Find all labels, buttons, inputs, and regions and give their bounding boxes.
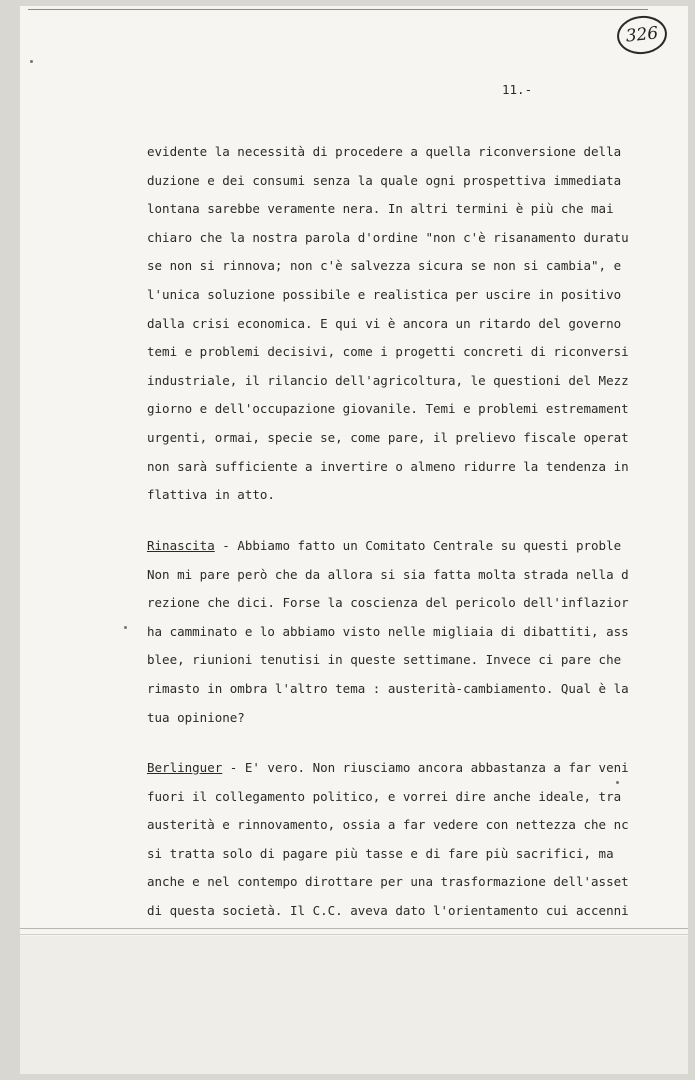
text-line: industriale, il rilancio dell'agricoltura, le questioni del Mezz xyxy=(147,372,629,388)
archive-stamp-number: 326 xyxy=(624,23,660,47)
text-line: urgenti, ormai, specie se, come pare, il prelievo fiscale operat xyxy=(147,429,629,445)
paragraph-3-lines xyxy=(147,783,688,926)
text-line: si tratta solo di pagare più tasse e di fare più sacrifici, ma xyxy=(147,845,614,861)
paragraph-1 xyxy=(147,138,688,510)
archive-stamp xyxy=(615,13,669,56)
text-line: ha camminato e lo abbiamo visto nelle migliaia di dibattiti, ass xyxy=(147,623,629,639)
text-line: anche e nel contempo dirottare per una trasformazione dell'asset xyxy=(147,874,629,890)
text-line: fuori il collegamento politico, e vorrei dire anche ideale, tra xyxy=(147,788,622,804)
paragraph-3-first-line-text: E' vero. Non riusciamo ancora abbastanza a far veni xyxy=(244,760,629,775)
text-line: dalla crisi economica. E qui vi è ancora un ritardo del governo xyxy=(147,315,622,331)
paragraph-3-first-line xyxy=(147,754,688,783)
speaker-rinascita: Rinascita xyxy=(147,538,215,553)
text-line: l'unica soluzione possibile e realistica per uscire in positivo xyxy=(147,286,622,302)
text-line: austerità e rinnovamento, ossia a far vedere con nettezza che nc xyxy=(147,817,629,833)
speaker-berlinguer: Berlinguer xyxy=(147,760,223,775)
text-line: Non mi pare però che da allora si sia fatta molta strada nella d xyxy=(147,566,629,582)
text-line: lontana sarebbe veramente nera. In altri termini è più che mai xyxy=(147,201,614,217)
text-line: se non si rinnova; non c'è salvezza sicura se non si cambia", e xyxy=(147,258,622,274)
bottom-rule xyxy=(20,928,688,929)
speck xyxy=(30,60,33,63)
text-line: duzione e dei consumi senza la quale ogni prospettiva immediata xyxy=(147,172,622,188)
text-line: di questa società. Il C.C. aveva dato l'orientamento cui accenni xyxy=(147,902,629,918)
bottom-rule-faint xyxy=(20,934,688,935)
paragraph-2-first-line xyxy=(147,532,688,561)
paragraph-2 xyxy=(147,532,688,732)
document-page xyxy=(20,6,688,1074)
paragraph-2-first-line-text: Abbiamo fatto un Comitato Centrale su questi proble xyxy=(237,538,622,553)
text-line: tua opinione? xyxy=(147,709,245,725)
text-line: evidente la necessità di procedere a quella riconversione della xyxy=(147,144,622,159)
top-rule xyxy=(28,9,648,10)
speaker-separator: - xyxy=(222,760,245,775)
text-line: blee, riunioni tenutisi in queste settimane. Invece ci pare che xyxy=(147,652,622,668)
text-line: non sarà sufficiente a invertire o almeno ridurre la tendenza in xyxy=(147,458,629,474)
text-line: flattiva in atto. xyxy=(147,487,275,503)
text-line: rimasto in ombra l'altro tema : austerità-cambiamento. Qual è la xyxy=(147,680,629,696)
text-line: temi e problemi decisivi, come i progetti concreti di riconversi xyxy=(147,344,629,360)
text-line: chiaro che la nostra parola d'ordine "non c'è risanamento duratu xyxy=(147,229,629,245)
speaker-separator: - xyxy=(214,538,238,553)
speck xyxy=(124,626,127,629)
text-line: giorno e dell'occupazione giovanile. Temi e problemi estremament xyxy=(147,401,629,417)
blank-lower-margin xyxy=(20,936,688,1074)
text-line: rezione che dici. Forse la coscienza del pericolo dell'inflazior xyxy=(147,595,629,611)
paragraph-2-lines xyxy=(147,561,688,733)
paragraph-3 xyxy=(147,754,688,926)
page-number: 11.- xyxy=(502,82,533,97)
